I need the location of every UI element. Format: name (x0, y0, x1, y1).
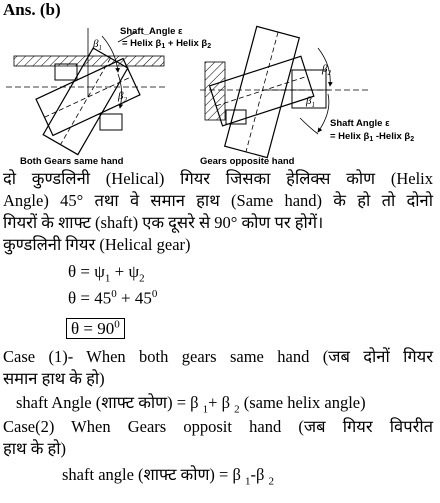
helical-gear-label: कुण्डलिनी गियर (Helical gear) (3, 235, 191, 254)
gear-shaft-angle-figure (0, 22, 440, 170)
left-beta2-label: $\beta_2$ (118, 90, 127, 104)
equation-3 (66, 318, 125, 339)
left-shaft-angle-label-1: Shaft_Angle ε (120, 26, 183, 37)
left-shaft-angle-label-2: = Helix $\beta_1$ + Helix $\beta_2$ (122, 38, 212, 50)
right-shaft-angle-label-2: = Helix $\beta_1$ -Helix $\beta_2$ (330, 131, 415, 143)
case-1-line: Case (1)- When both gears same hand (जब दोनों गियर (3, 347, 433, 366)
right-shaft-angle-label-1: Shaft Angle ε (330, 118, 390, 129)
equation-2: $\theta = 45^0 + 45^0$ (68, 288, 158, 308)
case-2-line: Case(2) When Gears opposit hand (जब गियर विपरीत (3, 417, 433, 436)
boxed-result: $\theta = 90^0$ (66, 318, 125, 339)
case-1-line: समान हाथ के हो) (3, 369, 105, 388)
answer-heading: Ans. (b) (3, 0, 61, 19)
intro-paragraph (3, 168, 433, 256)
paragraph-line: गियरों के शाफ्ट (shaft) एक दूसरे से 90° कोण पर होगें। (3, 213, 324, 232)
paragraph-line: Angle) 45° तथा वे समान हाथ (Same hand) के हो तो दोनो (3, 191, 433, 210)
case-2 (3, 416, 433, 460)
equation-1: $\theta = \psi_1 + \psi_2$ (68, 262, 145, 285)
right-beta2-label: $\beta_2$ (322, 63, 331, 77)
case-2-formula: shaft angle (शाफ्ट कोण) = β $_1$-β $_2$ (62, 465, 274, 488)
left-caption: Both Gears same hand (20, 156, 124, 167)
left-beta1-label: $\beta_1$ (93, 38, 102, 52)
paragraph-line: दो कुण्डलिनी (Helical) गियर जिसका हेलिक्स कोण (Helix (3, 169, 433, 188)
case-1 (3, 346, 433, 390)
case-2-line: हाथ के हो) (3, 439, 67, 458)
case-1-formula: shaft Angle (शाफ्ट कोण) = β $_1$+ β $_2$ (same helix angle) (16, 393, 366, 416)
right-caption: Gears opposite hand (200, 156, 295, 167)
right-beta1-label: $\beta_1$ (306, 95, 315, 109)
